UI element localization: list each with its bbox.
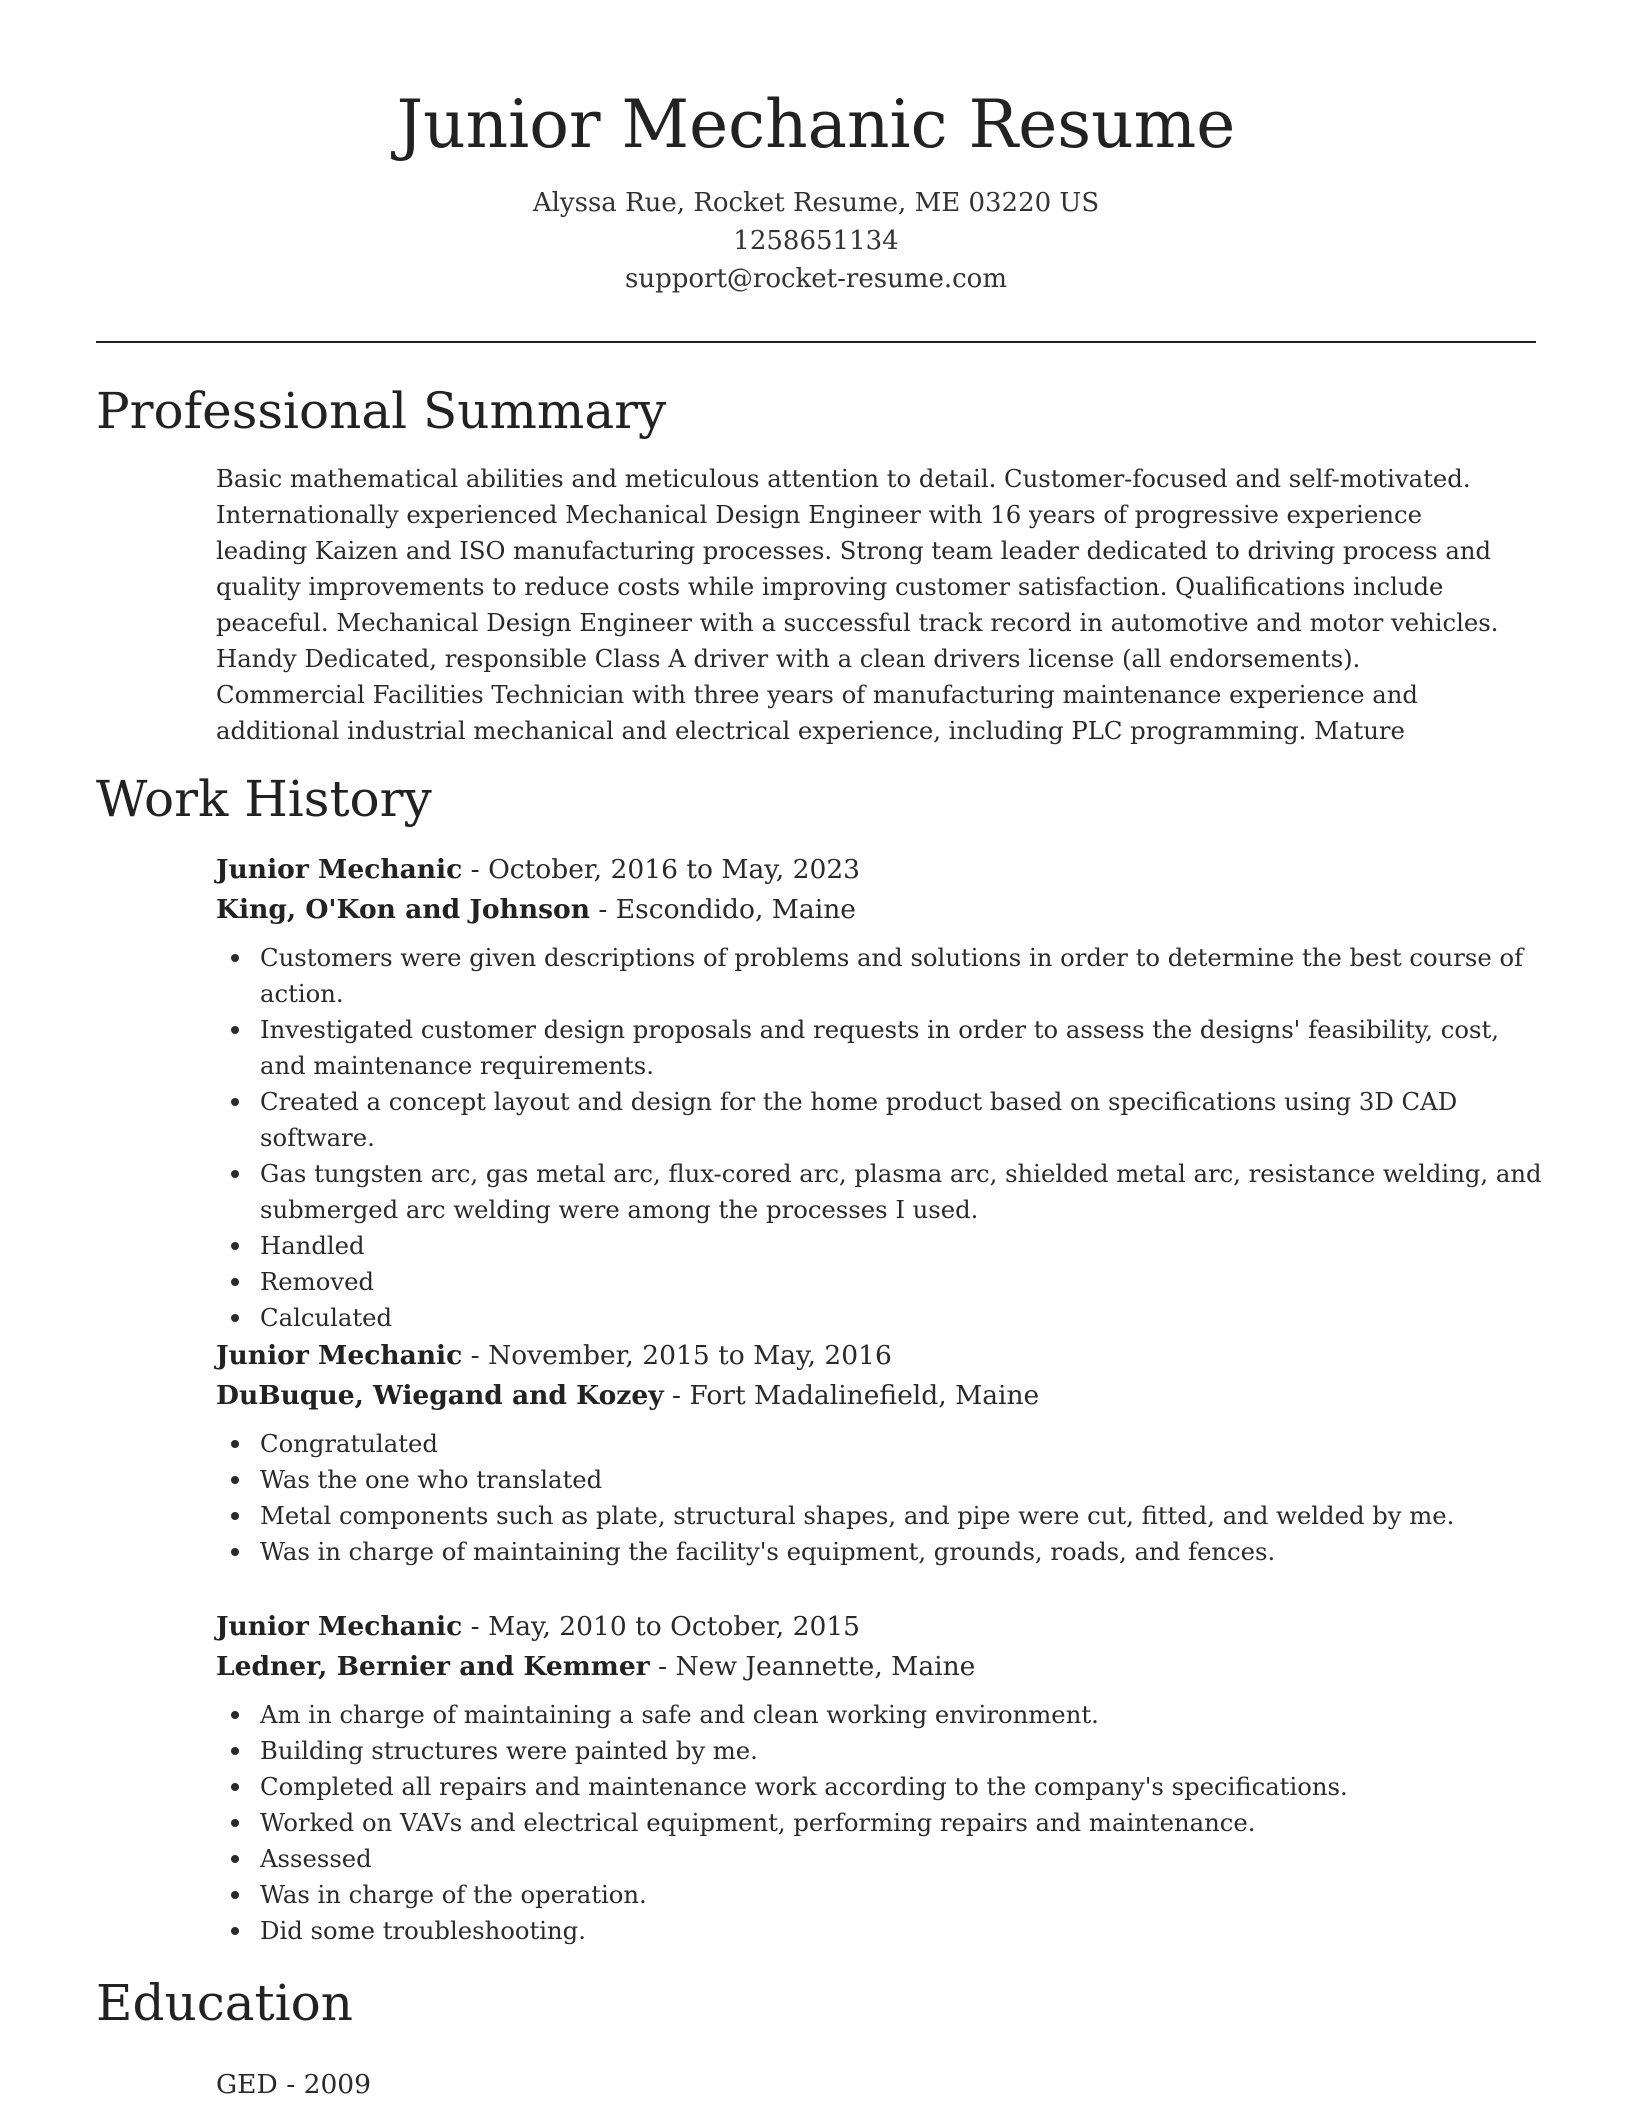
summary-text: Basic mathematical abilities and meticulous attention to detail. Customer-focused and self-motivated. Internationally experienced Mechanical Design Engineer with 16 years of progressive experience leading Kaizen and ISO manufacturing processes. Strong team leader dedicated to driving process and quality improvements to reduce costs while improving customer satisfaction. Qualifications include peaceful. Mechanical Design Engineer with a successful track record in automotive and motor vehicles. Handy Dedicated, responsible Class A driver with a clean drivers license (all endorsements). Commercial Facilities Technician with three years of manufacturing maintenance experience and additional industrial mechanical and electrical experience, including PLC programming. Mature (216, 464, 1499, 745)
job-dates: November, 2015 to May, 2016 (488, 1340, 892, 1371)
job-title-line (216, 1336, 1546, 1376)
resume-header (96, 80, 1536, 298)
job-bullets (216, 1426, 1546, 1570)
job-bullet: Worked on VAVs and electrical equipment, performing repairs and maintenance. (216, 1805, 1546, 1841)
job-location: Escondido, Maine (615, 894, 856, 925)
job-bullet: Was in charge of the operation. (216, 1877, 1546, 1913)
job-location: Fort Madalinefield, Maine (689, 1380, 1040, 1411)
job-entry (216, 1607, 1546, 1949)
job-title-line (216, 850, 1546, 890)
job-separator: - (649, 1651, 676, 1682)
job-bullet: Was in charge of maintaining the facility's equipment, grounds, roads, and fences. (216, 1534, 1546, 1570)
job-bullet: Building structures were painted by me. (216, 1733, 1546, 1769)
job-bullet: Assessed (216, 1841, 1546, 1877)
job-bullet: Investigated customer design proposals and requests in order to assess the designs' feasibility, cost, and maintenance requirements. (216, 1012, 1546, 1084)
section-title-summary: Professional Summary (96, 382, 667, 440)
contact-email: support@rocket-resume.com (624, 264, 1007, 294)
job-bullet: Removed (216, 1264, 1546, 1300)
job-bullet: Completed all repairs and maintenance work according to the company's specifications. (216, 1769, 1546, 1805)
education-separator: - (277, 2069, 304, 2100)
resume-title: Junior Mechanic Resume (396, 86, 1236, 163)
job-entry (216, 850, 1546, 1336)
job-company-line (216, 1376, 1546, 1416)
contact-block (96, 184, 1536, 298)
job-dates: October, 2016 to May, 2023 (488, 854, 861, 885)
job-separator: - (589, 894, 616, 925)
header-divider (96, 341, 1536, 343)
job-bullet: Customers were given descriptions of problems and solutions in order to determine the best course of action. (216, 940, 1546, 1012)
job-bullet: Was the one who translated (216, 1462, 1546, 1498)
job-bullet: Created a concept layout and design for the home product based on specifications using 3D CAD software. (216, 1084, 1546, 1156)
job-separator: - (462, 1611, 489, 1642)
education-degree: GED (216, 2069, 278, 2100)
job-bullets (216, 1697, 1546, 1949)
job-bullet: Am in charge of maintaining a safe and clean working environment. (216, 1697, 1546, 1733)
job-company-line (216, 890, 1546, 930)
job-bullet: Metal components such as plate, structural shapes, and pipe were cut, fitted, and welded by me. (216, 1498, 1546, 1534)
section-title-work-history: Work History (96, 770, 432, 828)
education-entry (216, 2065, 371, 2105)
job-bullet: Calculated (216, 1300, 1546, 1336)
job-bullet: Congratulated (216, 1426, 1546, 1462)
job-bullets (216, 940, 1546, 1336)
job-title: Junior Mechanic (216, 1611, 463, 1642)
job-company: King, O'Kon and Johnson (216, 894, 590, 925)
job-title: Junior Mechanic (216, 1340, 463, 1371)
job-company-line (216, 1647, 1546, 1687)
job-separator: - (663, 1380, 690, 1411)
job-entry (216, 1336, 1546, 1570)
job-location: New Jeannette, Maine (675, 1651, 976, 1682)
contact-address: Alyssa Rue, Rocket Resume, ME 03220 US (532, 188, 1100, 218)
job-title-line (216, 1607, 1546, 1647)
job-company: DuBuque, Wiegand and Kozey (216, 1380, 664, 1411)
job-separator: - (462, 1340, 489, 1371)
job-company: Ledner, Bernier and Kemmer (216, 1651, 650, 1682)
section-title-education: Education (96, 1974, 353, 2032)
job-separator: - (462, 854, 489, 885)
job-bullet: Gas tungsten arc, gas metal arc, flux-cored arc, plasma arc, shielded metal arc, resistance welding, and submerged arc welding were among the processes I used. (216, 1156, 1546, 1228)
job-bullet: Handled (216, 1228, 1546, 1264)
job-bullet: Did some troubleshooting. (216, 1913, 1546, 1949)
job-dates: May, 2010 to October, 2015 (488, 1611, 861, 1642)
contact-phone: 1258651134 (733, 226, 899, 256)
education-year: 2009 (303, 2069, 372, 2100)
job-title: Junior Mechanic (216, 854, 463, 885)
